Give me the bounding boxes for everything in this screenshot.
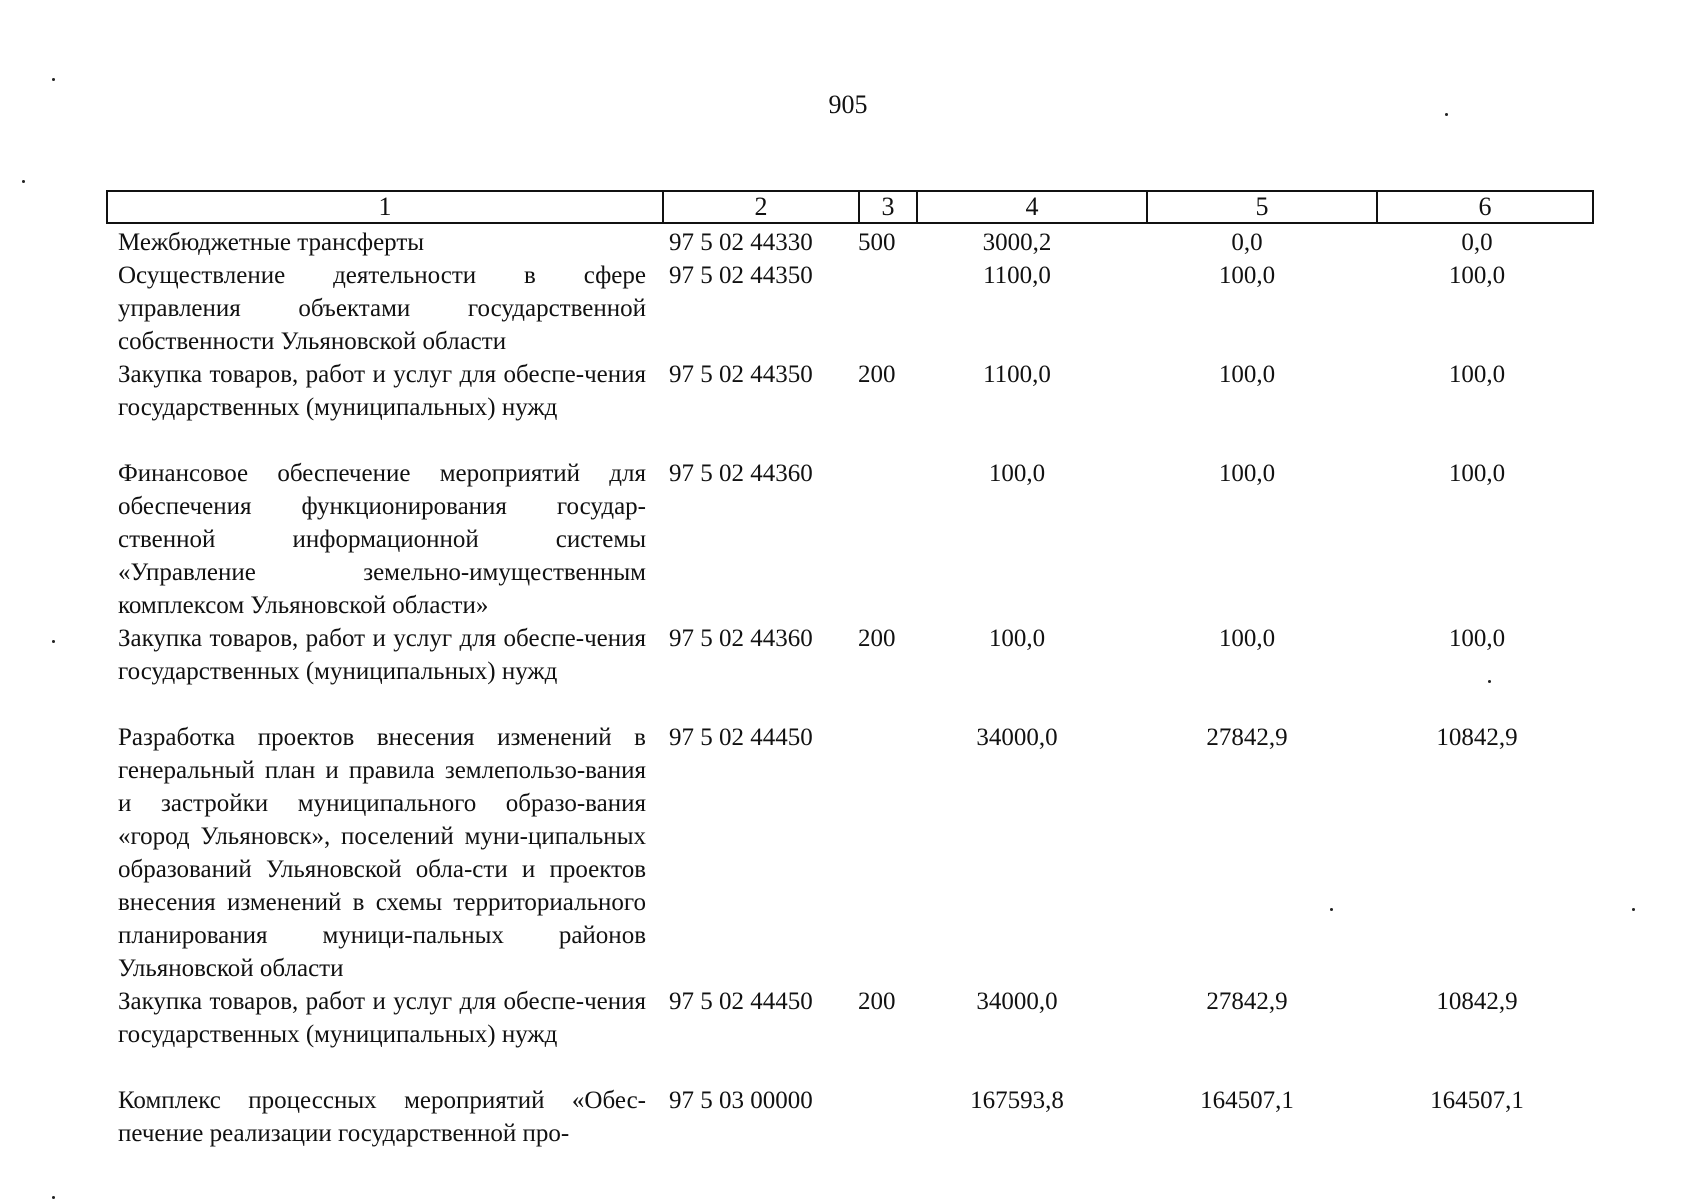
row-value-5: 100,0 xyxy=(1218,361,1276,388)
row-value-6: 10842,9 xyxy=(1436,988,1518,1015)
row-value-5: 100,0 xyxy=(1218,460,1276,487)
row-value-6: 164507,1 xyxy=(1430,1087,1524,1114)
row-code: 97 5 02 44360 xyxy=(669,625,813,652)
row-code: 97 5 03 00000 xyxy=(669,1087,813,1114)
row-type: 200 xyxy=(858,361,896,388)
column-header-2: 2 xyxy=(664,192,860,222)
row-value-4: 34000,0 xyxy=(976,724,1058,751)
row-value-5: 164507,1 xyxy=(1200,1087,1294,1114)
row-name: Разработка проектов внесения изменений в генеральный план и правила землепользо-вания и застройки муниципального образо-вания «город Ульяновск», поселений муни-ципальных образований Ульяновской обла-сти и проектов внесения изменений в схемы территориального планирования муници-пальных районов Ульяновской области xyxy=(118,724,646,982)
row-value-6: 10842,9 xyxy=(1436,724,1518,751)
row-code: 97 5 02 44350 xyxy=(669,262,813,289)
row-value-4: 167593,8 xyxy=(970,1087,1064,1114)
row-name: Комплекс процессных мероприятий «Обес-печение реализации государственной про- xyxy=(118,1087,646,1147)
row-value-5: 100,0 xyxy=(1218,262,1276,289)
row-value-6: 0,0 xyxy=(1461,229,1493,256)
scan-speck xyxy=(22,180,25,183)
row-value-4: 3000,2 xyxy=(982,229,1052,256)
column-header-3: 3 xyxy=(860,192,918,222)
table-header xyxy=(106,190,1594,224)
column-header-4: 4 xyxy=(918,192,1148,222)
row-value-6: 100,0 xyxy=(1448,361,1506,388)
row-type: 200 xyxy=(858,988,896,1015)
scan-speck xyxy=(1445,113,1448,116)
page-number: 905 xyxy=(828,90,868,119)
scan-speck xyxy=(52,640,55,643)
row-value-6: 100,0 xyxy=(1448,460,1506,487)
row-value-5: 0,0 xyxy=(1231,229,1263,256)
scan-speck xyxy=(1488,680,1491,683)
row-name: Закупка товаров, работ и услуг для обеспе-чения государственных (муниципальных) нужд xyxy=(118,625,646,685)
scan-speck xyxy=(52,78,55,81)
row-code: 97 5 02 44450 xyxy=(669,988,813,1015)
row-code: 97 5 02 44450 xyxy=(669,724,813,751)
column-header-6: 6 xyxy=(1478,192,1492,221)
row-type: 500 xyxy=(858,229,896,256)
scan-speck xyxy=(1632,908,1635,911)
row-value-4: 100,0 xyxy=(988,625,1046,652)
row-type: 200 xyxy=(858,625,896,652)
column-header-5: 5 xyxy=(1148,192,1378,222)
row-name: Финансовое обеспечение мероприятий для обеспечения функционирования государ-ственной информационной системы «Управление земельно-имущественным комплексом Ульяновской области» xyxy=(118,460,646,619)
row-name: Закупка товаров, работ и услуг для обеспе-чения государственных (муниципальных) нужд xyxy=(118,988,646,1048)
row-code: 97 5 02 44360 xyxy=(669,460,813,487)
row-value-4: 1100,0 xyxy=(983,262,1051,289)
row-value-5: 100,0 xyxy=(1218,625,1276,652)
column-header-1: 1 xyxy=(108,192,664,222)
row-value-5: 27842,9 xyxy=(1206,988,1288,1015)
scan-speck xyxy=(1330,908,1333,911)
row-value-5: 27842,9 xyxy=(1206,724,1288,751)
row-name: Закупка товаров, работ и услуг для обеспе-чения государственных (муниципальных) нужд xyxy=(118,361,646,421)
row-value-6: 100,0 xyxy=(1448,625,1506,652)
row-code: 97 5 02 44350 xyxy=(669,361,813,388)
row-name: Осуществление деятельности в сфере управления объектами государственной собственности Ульяновской области xyxy=(118,262,646,355)
row-value-4: 1100,0 xyxy=(983,361,1051,388)
row-code: 97 5 02 44330 xyxy=(669,229,813,256)
row-name: Межбюджетные трансферты xyxy=(118,229,425,256)
row-value-4: 100,0 xyxy=(988,460,1046,487)
row-value-4: 34000,0 xyxy=(976,988,1058,1015)
scan-speck xyxy=(52,1196,55,1199)
row-value-6: 100,0 xyxy=(1448,262,1506,289)
